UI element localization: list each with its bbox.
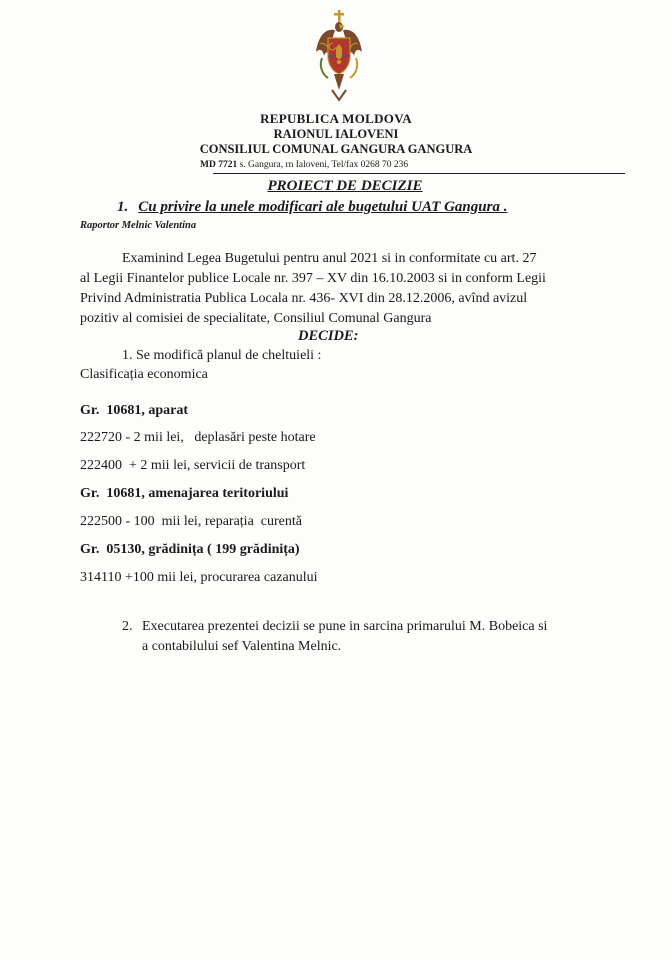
rapporteur: Raportor Melnic Valentina bbox=[80, 220, 197, 231]
preamble-line: pozitiv al comisiei de specialitate, Consiliul Comunal Gangura bbox=[80, 311, 432, 326]
address-details: s. Gangura, rn Ialoveni, Tel/fax 0268 70 236 bbox=[237, 160, 409, 170]
preamble-line: al Legii Finantelor publice Locale nr. 397 – XV din 16.10.2003 si in conform Legii bbox=[80, 271, 546, 286]
budget-line: 222720 - 2 mii lei, deplasări peste hotare bbox=[80, 430, 316, 445]
postal-code: MD 7721 bbox=[200, 160, 238, 170]
classification-label: Clasificația economica bbox=[80, 367, 208, 382]
header-divider bbox=[213, 173, 625, 174]
decision-item-1: 1. Se modifică planul de cheltuieli : bbox=[122, 348, 322, 363]
budget-line: 222500 - 100 mii lei, reparația curentă bbox=[80, 514, 302, 529]
council-heading: CONSILIUL COMUNAL GANGURA GANGURA bbox=[199, 142, 473, 156]
budget-group-heading: Gr. 05130, grădinița ( 199 grădinița) bbox=[80, 542, 300, 557]
decision-item-2 bbox=[122, 617, 642, 657]
budget-group-heading: Gr. 10681, aparat bbox=[80, 403, 188, 418]
item2-text-line2: a contabilului sef Valentina Melnic. bbox=[142, 639, 342, 654]
subject-text: Cu privire la unele modificari ale bugetului UAT Gangura . bbox=[138, 199, 508, 215]
item2-text-line1: Executarea prezentei decizii se pune in sarcina primarului M. Bobeica si bbox=[142, 619, 548, 634]
budget-line: 314110 +100 mii lei, procurarea cazanului bbox=[80, 570, 318, 585]
decide-label: DECIDE: bbox=[298, 328, 359, 344]
document-type-title: PROIECT DE DECIZIE bbox=[267, 178, 423, 194]
subject-number: 1. bbox=[117, 199, 129, 215]
budget-line: 222400 + 2 mii lei, servicii de transport bbox=[80, 458, 306, 473]
preamble-line: Examinind Legea Bugetului pentru anul 2021 si in conformitate cu art. 27 bbox=[122, 251, 537, 266]
coat-of-arms-icon bbox=[314, 10, 364, 102]
budget-group-heading: Gr. 10681, amenajarea teritoriului bbox=[80, 486, 289, 501]
item2-number: 2. bbox=[122, 619, 133, 634]
preamble-paragraph bbox=[80, 249, 620, 329]
country-heading: REPUBLICA MOLDOVA bbox=[260, 111, 412, 126]
preamble-line: Privind Administratia Publica Locala nr. 436- XVI din 28.12.2006, avînd avizul bbox=[80, 291, 528, 306]
subject-line bbox=[117, 199, 507, 216]
address-line bbox=[200, 160, 520, 170]
district-heading: RAIONUL IALOVENI bbox=[273, 127, 399, 141]
